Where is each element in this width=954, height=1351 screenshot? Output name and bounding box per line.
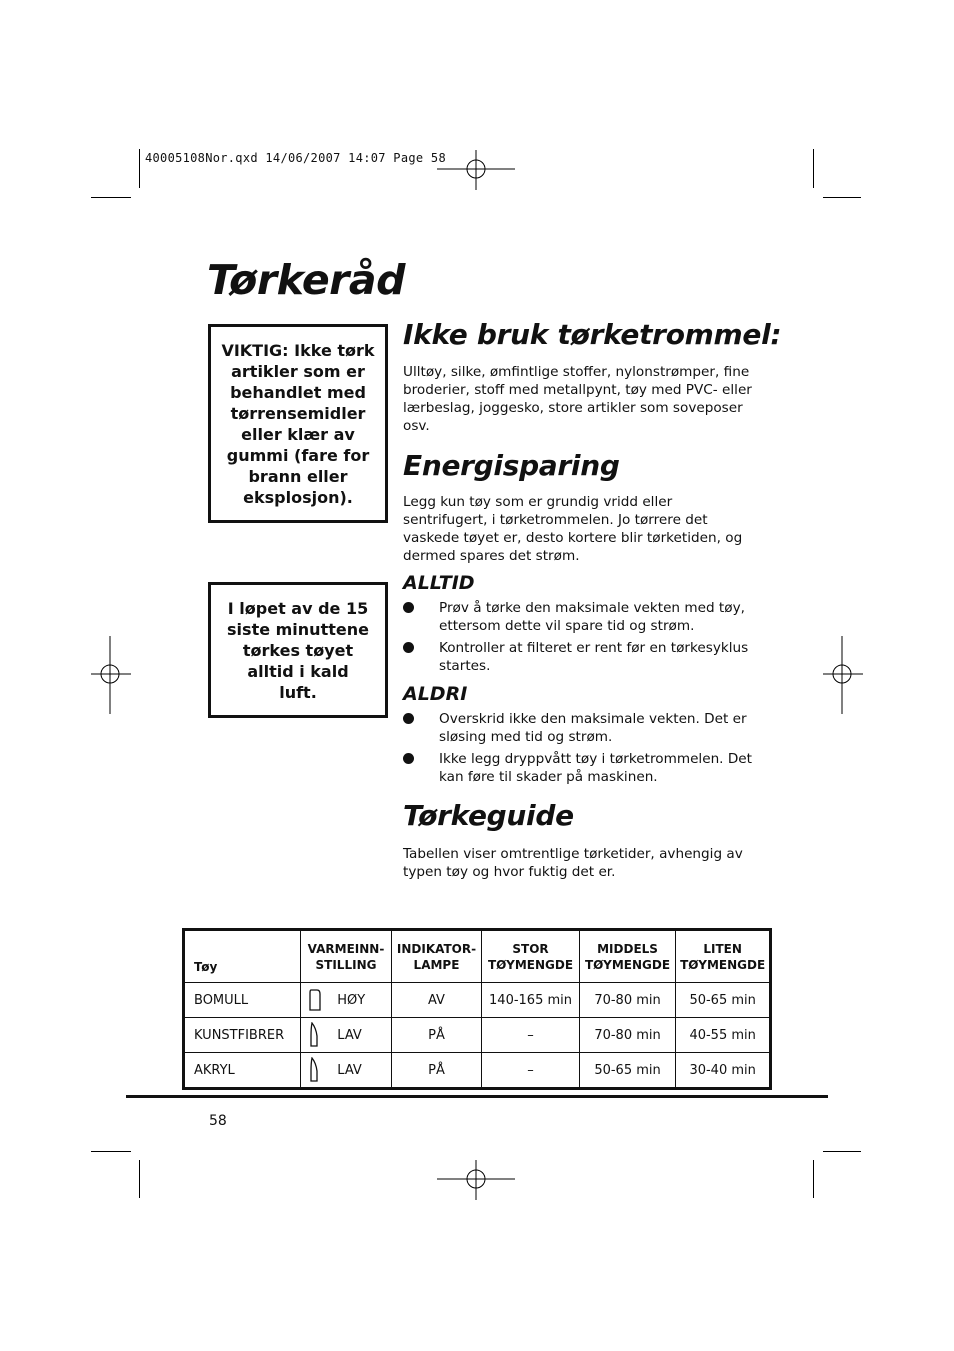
cell-large: 140-165 min <box>482 983 580 1018</box>
text-guide: Tabellen viser omtrentlige tørketider, avhengig av typen tøy og hvor fuktig det er. <box>403 846 743 880</box>
header-large-load: STOR TØYMENGDE <box>482 930 580 983</box>
crop-mark-top-left-v <box>139 149 140 188</box>
registration-mark-right-icon <box>823 636 863 714</box>
header-heat-setting: VARMEINN- STILLING <box>301 930 391 983</box>
heading-always: ALLTID <box>403 572 475 594</box>
table-header-row <box>184 930 771 983</box>
header-medium-load: MIDDELS TØYMENGDE <box>579 930 676 983</box>
table-row <box>184 1053 771 1089</box>
cell-lamp: PÅ <box>391 1018 482 1053</box>
heat-high-icon <box>309 989 321 1011</box>
crop-mark-bottom-left-h <box>91 1151 131 1152</box>
cell-medium: 70-80 min <box>579 1018 676 1053</box>
heading-guide: Tørkeguide <box>403 799 574 832</box>
info-box <box>208 582 388 718</box>
cell-lamp: PÅ <box>391 1053 482 1089</box>
crop-mark-top-right-v <box>813 149 814 188</box>
cell-medium: 50-65 min <box>579 1053 676 1089</box>
crop-mark-bottom-right-v <box>813 1160 814 1198</box>
warning-text: VIKTIG: Ikke tørk artikler som er behandlet med tørrensemidler eller klær av gummi (fare for brann eller eksplosjon). <box>221 340 375 507</box>
bullet-icon <box>403 602 414 613</box>
bullet-icon <box>403 642 414 653</box>
warning-box <box>208 324 388 523</box>
bullet-icon <box>403 713 414 724</box>
info-text: I løpet av de 15 siste minuttene tørkes tøyet alltid i kald luft. <box>227 598 369 702</box>
header-fabric: Tøy <box>184 930 301 983</box>
list-item: Kontroller at filteret er rent før en tørkesyklus startes. <box>403 639 753 675</box>
table-row <box>184 983 771 1018</box>
cell-fabric: BOMULL <box>184 983 301 1018</box>
heat-low-icon <box>309 1057 321 1083</box>
footer-rule <box>126 1095 828 1098</box>
heading-no-dryer: Ikke bruk tørketrommel: <box>403 318 782 351</box>
page-number: 58 <box>209 1113 227 1129</box>
crop-mark-bottom-left-v <box>139 1160 140 1198</box>
bullet-icon <box>403 753 414 764</box>
crop-mark-top-left-h <box>91 197 131 198</box>
cell-large: – <box>482 1018 580 1053</box>
cell-setting: HØY <box>337 992 366 1008</box>
cell-large: – <box>482 1053 580 1089</box>
cell-small: 50-65 min <box>676 983 771 1018</box>
heading-energy: Energisparing <box>403 449 620 482</box>
heat-low-icon <box>309 1022 321 1048</box>
page-title: Tørkeråd <box>207 256 405 304</box>
cell-setting: LAV <box>337 1062 362 1078</box>
cell-setting: LAV <box>337 1027 362 1043</box>
file-slug: 40005108Nor.qxd 14/06/2007 14:07 Page 58 <box>145 151 446 165</box>
table-row <box>184 1018 771 1053</box>
list-item: Ikke legg dryppvått tøy i tørketrommelen. Det kan føre til skader på maskinen. <box>403 750 753 786</box>
crop-mark-bottom-right-h <box>823 1151 861 1152</box>
text-no-dryer: Ulltøy, silke, ømfintlige stoffer, nylonstrømper, fine broderier, stoff med metallpynt, tøy med PVC- eller lærbeslag, joggesko, store artikler som soveposer osv. <box>403 364 752 434</box>
cell-fabric: KUNSTFIBRER <box>184 1018 301 1053</box>
heading-never: ALDRI <box>403 683 468 705</box>
cell-medium: 70-80 min <box>579 983 676 1018</box>
cell-small: 30-40 min <box>676 1053 771 1089</box>
list-item: Overskrid ikke den maksimale vekten. Det er sløsing med tid og strøm. <box>403 710 753 746</box>
cell-fabric: AKRYL <box>184 1053 301 1089</box>
drying-guide-table <box>182 928 772 1090</box>
registration-mark-top-icon <box>437 150 517 190</box>
crop-mark-top-right-h <box>823 197 861 198</box>
header-small-load: LITEN TØYMENGDE <box>676 930 771 983</box>
text-energy: Legg kun tøy som er grundig vridd eller sentrifugert, i tørketrommelen. Jo tørrere det vaskede tøyet er, desto kortere blir tørketiden, og dermed spares det strøm. <box>403 494 743 564</box>
registration-mark-left-icon <box>91 636 131 714</box>
registration-mark-bottom-icon <box>437 1160 517 1200</box>
cell-lamp: AV <box>391 983 482 1018</box>
cell-small: 40-55 min <box>676 1018 771 1053</box>
list-item: Prøv å tørke den maksimale vekten med tøy, ettersom dette vil spare tid og strøm. <box>403 599 753 635</box>
header-indicator-lamp: INDIKATOR- LAMPE <box>391 930 482 983</box>
